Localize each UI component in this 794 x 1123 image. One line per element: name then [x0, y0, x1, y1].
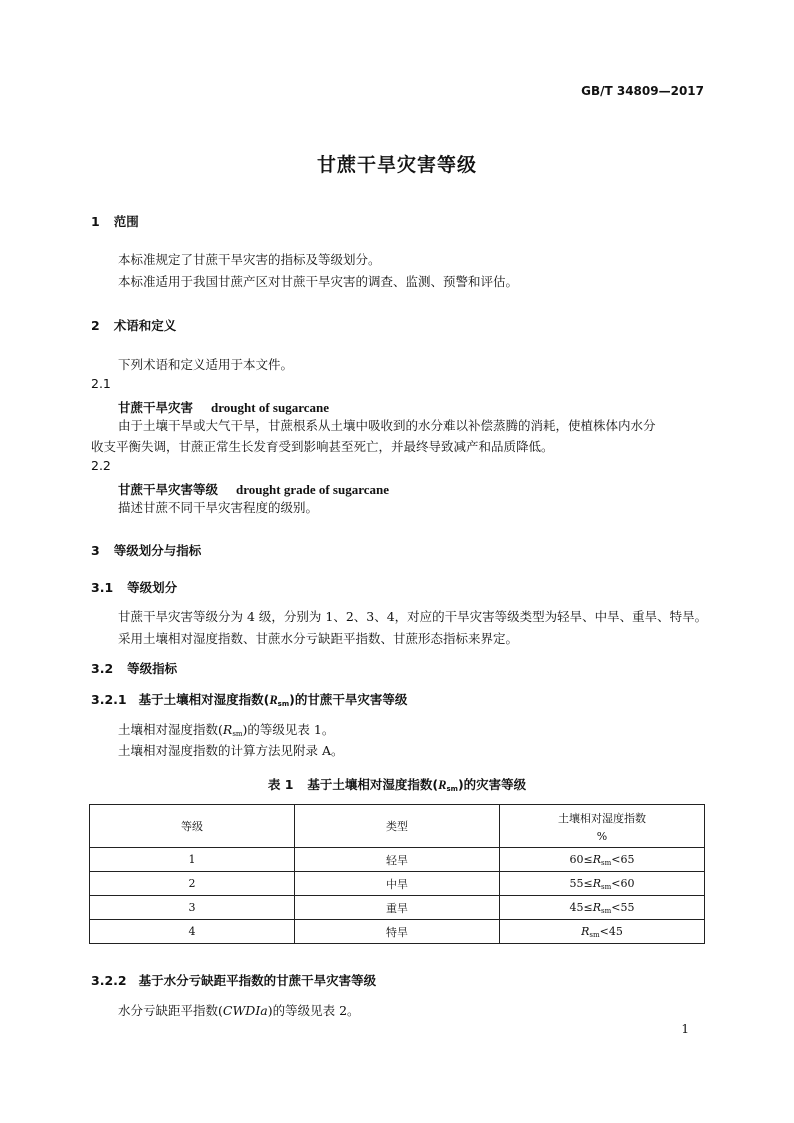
cell-type: 特旱 — [295, 920, 500, 944]
symbol-subscript: sm — [601, 858, 612, 867]
symbol: R — [269, 693, 278, 707]
term-cn: 甘蔗干旱灾害 — [118, 400, 194, 415]
cell-type: 中旱 — [295, 872, 500, 896]
symbol: R — [592, 852, 602, 866]
cell-type: 重旱 — [295, 896, 500, 920]
term-en: drought of sugarcane — [211, 400, 329, 415]
symbol-subscript: sm — [277, 700, 290, 708]
section-number: 2 — [91, 318, 100, 333]
table-header-row — [90, 805, 705, 848]
paragraph: 土壤相对湿度指数的计算方法见附录 A。 — [118, 743, 344, 758]
cell-range — [500, 896, 705, 920]
grade-table — [89, 804, 705, 944]
paragraph: 本标准规定了甘蔗干旱灾害的指标及等级划分。 — [118, 252, 381, 267]
paragraph — [118, 1001, 360, 1021]
text: )的等级见表 1。 — [242, 722, 335, 737]
range-high: <55 — [611, 900, 635, 914]
subsection-3-2-heading — [91, 659, 177, 677]
section-number: 3.2.1 — [91, 692, 127, 707]
cell-range — [500, 920, 705, 944]
subsection-3-2-1-heading — [91, 690, 407, 708]
section-number: 3 — [91, 543, 100, 558]
table-row — [90, 848, 705, 872]
section-3-heading — [91, 541, 201, 559]
paragraph: 下列术语和定义适用于本文件。 — [118, 357, 294, 372]
range-low: 45≤ — [569, 900, 593, 914]
cell-range — [500, 848, 705, 872]
paragraph: 本标准适用于我国甘蔗产区对甘蔗干旱灾害的调查、监测、预警和评估。 — [118, 274, 519, 289]
header-grade: 等级 — [90, 805, 295, 848]
term-number: 2.2 — [91, 458, 111, 473]
caption-text: 基于土壤相对湿度指数( — [307, 777, 439, 792]
symbol-subscript: sm — [589, 930, 600, 939]
subsection-3-2-2-heading — [91, 971, 376, 989]
section-title: 等级指标 — [127, 661, 178, 676]
header-index-label: 土壤相对湿度指数 — [558, 811, 646, 825]
symbol: R — [438, 778, 447, 792]
range-low: 55≤ — [569, 876, 593, 890]
standard-number: GB/T 34809—2017 — [581, 84, 704, 98]
page-number: 1 — [681, 1022, 689, 1036]
caption-text: )的灾害等级 — [457, 777, 527, 792]
heading-text: 基于土壤相对湿度指数( — [138, 692, 270, 707]
symbol: R — [581, 924, 590, 938]
definition-line: 由于土壤干旱或大气干旱，甘蔗根系从土壤中吸收到的水分难以补偿蒸腾的消耗，使植株体内水分 — [118, 418, 656, 433]
table-row — [90, 872, 705, 896]
term-number: 2.1 — [91, 376, 111, 391]
term-2-2 — [118, 479, 389, 498]
definition-line: 描述甘蔗不同干旱灾害程度的级别。 — [118, 500, 319, 515]
cell-type: 轻旱 — [295, 848, 500, 872]
section-title: 等级划分 — [127, 580, 178, 595]
cell-range — [500, 872, 705, 896]
paragraph: 采用土壤相对湿度指数、甘蔗水分亏缺距平指数、甘蔗形态指标来界定。 — [118, 631, 519, 646]
subsection-3-1-heading — [91, 578, 177, 596]
page-title: 甘蔗干旱灾害等级 — [316, 154, 477, 176]
section-1-heading — [91, 212, 139, 230]
text: 土壤相对湿度指数( — [118, 722, 223, 737]
text: 水分亏缺距平指数( — [118, 1003, 223, 1018]
cell-grade: 2 — [90, 872, 295, 896]
table-row — [90, 896, 705, 920]
section-title: 术语和定义 — [113, 318, 177, 333]
section-title: 等级划分与指标 — [113, 543, 202, 558]
symbol: R — [592, 876, 602, 890]
cell-grade: 1 — [90, 848, 295, 872]
section-title: 范围 — [113, 214, 139, 229]
header-index — [500, 805, 705, 848]
term-en: drought grade of sugarcane — [236, 482, 390, 497]
section-number: 3.2 — [91, 661, 114, 676]
paragraph: 甘蔗干旱灾害等级分为 4 级，分别为 1、2、3、4，对应的干旱灾害等级类型为轻旱、中旱、重旱、特旱。 — [118, 609, 708, 624]
table-number: 表 1 — [267, 777, 294, 792]
range-high: <60 — [611, 876, 635, 890]
text: )的等级见表 2。 — [267, 1003, 360, 1018]
symbol-subscript: sm — [601, 882, 612, 891]
cell-grade: 4 — [90, 920, 295, 944]
heading-text: )的甘蔗干旱灾害等级 — [289, 692, 408, 707]
range-high: <45 — [599, 924, 623, 938]
header-index-unit: % — [596, 829, 608, 843]
section-number: 3.2.2 — [91, 973, 127, 988]
term-cn: 甘蔗干旱灾害等级 — [118, 482, 219, 497]
symbol-subscript: sm — [232, 730, 243, 738]
cell-grade: 3 — [90, 896, 295, 920]
table-row — [90, 920, 705, 944]
symbol-subscript: sm — [601, 906, 612, 915]
range-high: <65 — [611, 852, 635, 866]
term-2-1 — [118, 397, 329, 416]
symbol: R — [592, 900, 602, 914]
range-low: 60≤ — [569, 852, 593, 866]
section-2-heading — [91, 316, 176, 334]
symbol: R — [222, 722, 233, 737]
definition-line: 收支平衡失调，甘蔗正常生长发育受到影响甚至死亡，并最终导致减产和品质降低。 — [91, 439, 554, 454]
section-number: 3.1 — [91, 580, 114, 595]
section-number: 1 — [91, 214, 100, 229]
symbol: CWDIa — [222, 1003, 268, 1018]
symbol-subscript: sm — [446, 785, 458, 793]
header-type: 类型 — [295, 805, 500, 848]
section-title: 基于水分亏缺距平指数的甘蔗干旱灾害等级 — [138, 973, 377, 988]
table-caption — [0, 775, 794, 793]
